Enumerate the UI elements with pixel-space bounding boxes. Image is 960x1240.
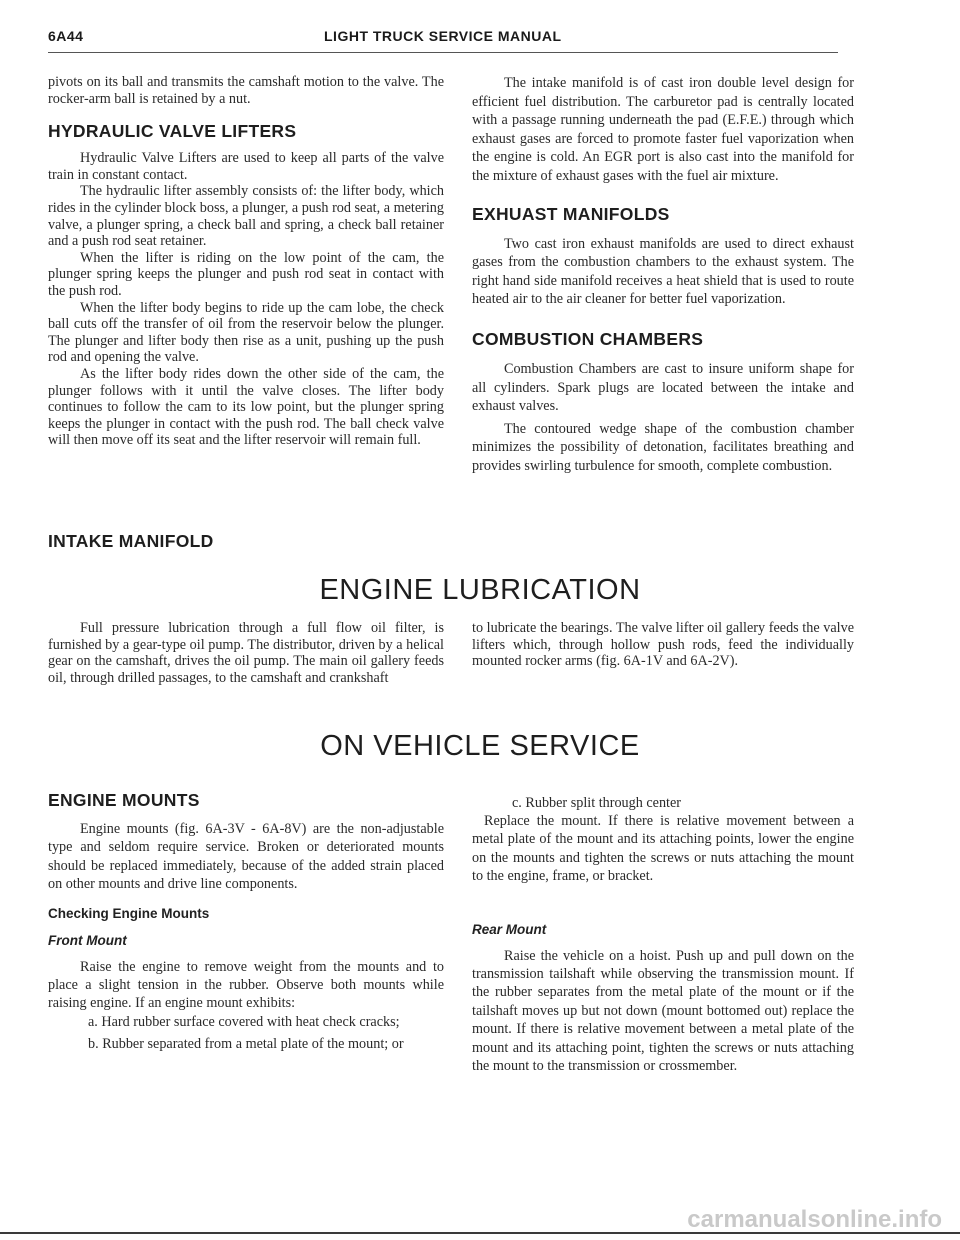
heading-exhaust-manifolds: EXHUAST MANIFOLDS: [472, 203, 670, 224]
column-service-right: [472, 794, 854, 1075]
paragraph-engine-mounts: Engine mounts (fig. 6A-3V - 6A-8V) are the non-adjustable type and seldom require service. Broken or deteriorated mounts should be replaced immediately, because of the added strain placed on other mounts and drive line components.: [48, 821, 444, 893]
running-title: LIGHT TRUCK SERVICE MANUAL: [324, 28, 562, 44]
column-lubrication-left: [48, 620, 444, 686]
paragraph-lubrication-right: to lubricate the bearings. The valve lifter oil gallery feeds the valve lifters which, through hollow push rods, feed the individually mounted rocker arms (fig. 6A-1V and 6A-2V).: [472, 620, 854, 670]
list-item-a: a. Hard rubber surface covered with heat check cracks;: [88, 1013, 400, 1030]
header-rule: [48, 52, 838, 53]
paragraph-lubrication-left: Full pressure lubrication through a full flow oil filter, is furnished by a gear-type oil pump. The distributor, driven by a helical gear on the camshaft, drives the oil pump. The main oil gallery feeds oil, through drilled passages, to the camshaft and crankshaft: [48, 620, 444, 686]
paragraph-lifters-5: As the lifter body rides down the other side of the cam, the plunger follows with it until the valve closes. The lifter body continues to follow the cam to its low point, but the plunger spring keeps the plunger in contact with the push rod. The ball check valve will then move off its seat and the lifter reservoir will remain full.: [48, 365, 444, 449]
paragraph-combustion-1: Combustion Chambers are cast to insure uniform shape for all cylinders. Spark plugs are located between the intake and exhaust valves.: [472, 360, 854, 415]
page-number: 6A44: [48, 28, 84, 44]
heading-combustion-chambers: COMBUSTION CHAMBERS: [472, 328, 704, 349]
paragraph-combustion-2: The contoured wedge shape of the combustion chamber minimizes the possibility of detonation, facilitates breathing and provides swirling turbulence for smooth, complete combustion.: [472, 420, 854, 474]
column-service-left: [48, 790, 444, 1054]
paragraph-rocker-arm: pivots on its ball and transmits the camshaft motion to the valve. The rocker-arm ball is retained by a nut.: [48, 74, 444, 107]
paragraph-lifters-3: When the lifter is riding on the low point of the cam, the plunger spring keeps the plunger and push rod seat in contact with the push rod.: [48, 249, 444, 299]
paragraph-front-mount: Raise the engine to remove weight from the mounts and to place a slight tension in the rubber. Observe both mounts while raising engine. If an engine mount exhibits:: [48, 958, 444, 1012]
heading-hydraulic-valve-lifters: HYDRAULIC VALVE LIFTERS: [48, 121, 297, 142]
paragraph-replace-mount: Replace the mount. If there is relative movement between a metal plate of the mount and its attaching points, lower the engine on the mounts and tighten the screws or nuts attaching the mount to the engine, frame, or bracket.: [472, 813, 854, 885]
heading-checking-engine-mounts: Checking Engine Mounts: [48, 905, 210, 921]
column-lubrication-right: [472, 620, 854, 670]
paragraph-intake-manifold: The intake manifold is of cast iron double level design for efficient fuel distribution. The carburetor pad is centrally located with a passage running underneath the pad (E.F.E.) through which exhaust gases are forced to promote faster fuel vaporization when the engine is cold. An EGR port is also cast into the manifold for the mixture of exhaust gases with the fuel air mixture.: [472, 75, 854, 184]
list-item-c: c. Rubber split through center: [512, 795, 682, 811]
heading-engine-mounts: ENGINE MOUNTS: [48, 790, 200, 810]
section-title-engine-lubrication: ENGINE LUBRICATION: [319, 574, 641, 606]
heading-rear-mount: Rear Mount: [472, 921, 547, 937]
heading-front-mount: Front Mount: [48, 932, 127, 948]
watermark-text: carmanualsonline.info: [687, 1206, 942, 1233]
heading-intake-manifold: INTAKE MANIFOLD: [48, 531, 214, 551]
column-top-right: [472, 74, 854, 476]
paragraph-lifters-4: When the lifter body begins to ride up the cam lobe, the check ball cuts off the transfer of oil from the reservoir below the plunger. The plunger and lifter body then rise as a unit, pushing up the push rod and opening the valve.: [48, 299, 444, 366]
column-top-left: [48, 74, 444, 449]
paragraph-lifters-2: The hydraulic lifter assembly consists of: the lifter body, which rides in the cylinder block boss, a plunger, a push rod seat, a metering valve, a plunger spring, a check ball and spring, a check ball retainer and a push rod seat retainer.: [48, 183, 444, 250]
paragraph-exhaust-manifolds: Two cast iron exhaust manifolds are used to direct exhaust gases from the combustion chambers to the exhaust system. The right hand side manifold receives a heat shield that is used to route heated air to the air cleaner for better fuel vaporization.: [472, 235, 854, 308]
section-title-on-vehicle-service: ON VEHICLE SERVICE: [320, 730, 640, 762]
list-item-b: b. Rubber separated from a metal plate of the mount; or: [88, 1036, 404, 1053]
paragraph-rear-mount: Raise the vehicle on a hoist. Push up and pull down on the transmission tailshaft while observing the transmission mount. If the rubber separates from the metal plate of the mount or if the tailshaft moves up but not down (mount bottomed out) replace the mount. If there is relative movement between a metal plate of the mount and its attaching point, tighten the screws or nuts attaching the mount to the transmission or crossmember.: [472, 947, 854, 1075]
paragraph-lifters-1: Hydraulic Valve Lifters are used to keep all parts of the valve train in constant contact.: [48, 150, 444, 183]
